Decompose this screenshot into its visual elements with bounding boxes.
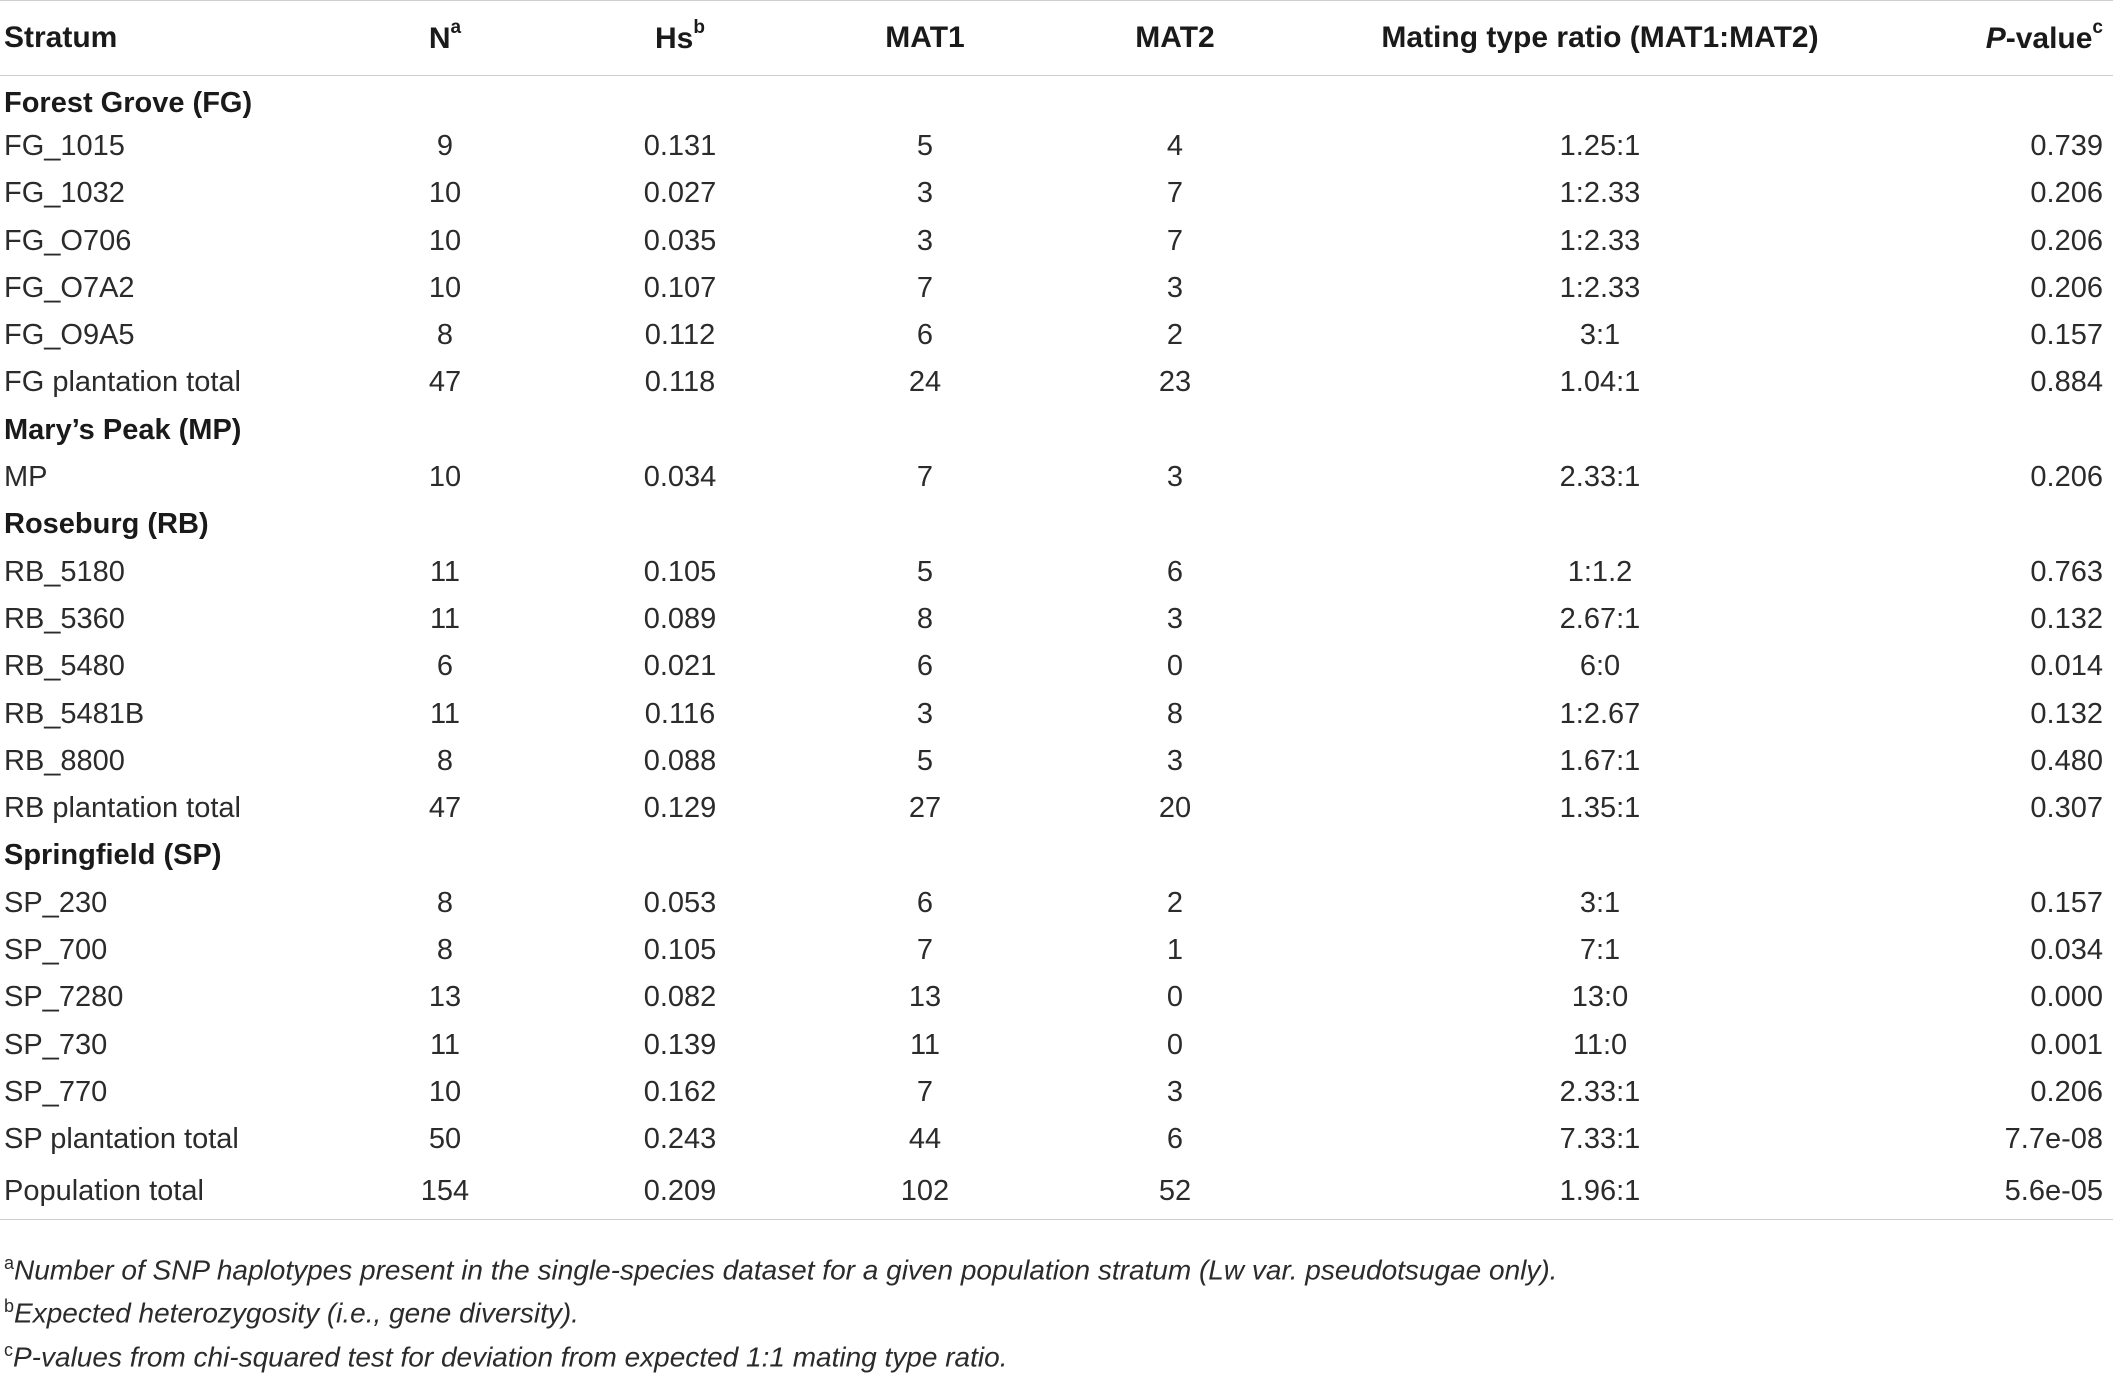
cell-ratio: 2.67:1 xyxy=(1559,602,1641,635)
cell-stratum: RB plantation total xyxy=(4,792,241,825)
cell-stratum: RB_8800 xyxy=(4,744,125,777)
cell-mat2: 8 xyxy=(1166,697,1184,730)
cell-stratum: RB_5360 xyxy=(4,602,125,635)
cell-p-value: 0.206 xyxy=(2030,224,2103,257)
table-header xyxy=(0,1,2113,76)
table-row xyxy=(0,359,2113,406)
cell-hs: 0.129 xyxy=(643,792,717,825)
cell-p-value: 0.763 xyxy=(2030,555,2103,588)
cell-n: 10 xyxy=(428,1075,462,1108)
cell-mat2: 2 xyxy=(1166,886,1184,919)
cell-n: 8 xyxy=(436,319,454,352)
table-row xyxy=(0,548,2113,595)
cell-n: 13 xyxy=(428,981,462,1014)
cell-ratio: 6:0 xyxy=(1579,650,1621,683)
footnote xyxy=(4,1288,1557,1331)
cell-mat1: 5 xyxy=(916,744,934,777)
cell-mat2: 2 xyxy=(1166,319,1184,352)
cell-hs: 0.243 xyxy=(643,1123,717,1156)
section-title: Springfield (SP) xyxy=(4,839,222,872)
cell-mat1: 6 xyxy=(916,319,934,352)
cell-hs: 0.162 xyxy=(643,1075,717,1108)
cell-ratio: 1:2.33 xyxy=(1559,271,1641,304)
header-p-value: P-value$^c$ xyxy=(1900,1,2113,76)
cell-stratum: SP_700 xyxy=(4,933,108,966)
cell-stratum: RB_5480 xyxy=(4,650,125,683)
cell-hs: 0.107 xyxy=(643,271,717,304)
table-row xyxy=(0,927,2113,974)
cell-ratio: 11:0 xyxy=(1572,1028,1628,1061)
cell-stratum: Population total xyxy=(0,1163,330,1219)
cell-p-value: 0.206 xyxy=(2030,177,2103,210)
section-title: Mary’s Peak (MP) xyxy=(4,413,242,446)
cell-hs: 0.027 xyxy=(643,177,717,210)
cell-stratum: FG_1015 xyxy=(4,129,125,162)
footnote-text: Expected heterozygosity (i.e., gene diversity). xyxy=(14,1297,579,1329)
footnotes xyxy=(4,1245,1557,1375)
cell-n: 9 xyxy=(436,129,454,162)
header-ratio: Mating type ratio (MAT1:MAT2) xyxy=(1300,1,1900,76)
cell-hs: 0.089 xyxy=(643,602,717,635)
cell-stratum: SP_7280 xyxy=(4,981,124,1014)
cell-n: 8 xyxy=(436,744,454,777)
cell-ratio: 3:1 xyxy=(1579,319,1621,352)
cell-p-value: 0.206 xyxy=(2030,271,2103,304)
cell-ratio: 1:2.33 xyxy=(1559,224,1641,257)
cell-mat1: 7 xyxy=(916,933,934,966)
header-row xyxy=(0,1,2113,76)
cell-hs: 0.088 xyxy=(643,744,717,777)
table-row xyxy=(0,312,2113,359)
cell-n: 50 xyxy=(428,1123,462,1156)
table-row xyxy=(0,454,2113,501)
cell-stratum: MP xyxy=(4,461,48,494)
cell-ratio: 1.25:1 xyxy=(1559,129,1641,162)
header-stratum: Stratum xyxy=(0,1,330,76)
cell-n: 11 xyxy=(429,555,461,588)
table-row xyxy=(0,217,2113,264)
header-n: $N^a$ xyxy=(330,1,560,76)
table-row xyxy=(0,880,2113,927)
footnote-text: P-values from chi-squared test for deviation from expected 1:1 mating type ratio. xyxy=(13,1340,1008,1372)
cell-hs: 0.209 xyxy=(560,1163,800,1219)
cell-mat1: 3 xyxy=(916,224,934,257)
cell-hs: 0.021 xyxy=(643,650,717,683)
cell-hs: 0.131 xyxy=(643,129,717,162)
cell-n: 154 xyxy=(330,1163,560,1219)
cell-stratum: SP_730 xyxy=(4,1028,108,1061)
table-row xyxy=(0,643,2113,690)
cell-mat2: 3 xyxy=(1166,271,1184,304)
cell-n: 11 xyxy=(429,602,461,635)
cell-mat1: 6 xyxy=(916,650,934,683)
cell-mat2: 6 xyxy=(1166,1123,1184,1156)
cell-mat1: 5 xyxy=(916,555,934,588)
table-row xyxy=(0,1163,2113,1219)
header-mat2: MAT2 xyxy=(1050,1,1300,76)
cell-mat1: 8 xyxy=(916,602,934,635)
cell-ratio: 1.04:1 xyxy=(1559,366,1641,399)
cell-ratio: 1:2.67 xyxy=(1559,697,1641,730)
cell-mat1: 7 xyxy=(916,271,934,304)
cell-mat1: 3 xyxy=(916,697,934,730)
cell-n: 11 xyxy=(429,697,461,730)
cell-mat2: 4 xyxy=(1166,129,1184,162)
section-title: Roseburg (RB) xyxy=(4,508,209,541)
section-header-row xyxy=(0,832,2113,879)
cell-mat1: 3 xyxy=(916,177,934,210)
cell-hs: 0.112 xyxy=(644,319,716,352)
cell-ratio: 1.67:1 xyxy=(1559,744,1641,777)
cell-p-value: 0.132 xyxy=(2030,697,2103,730)
cell-stratum: FG_O9A5 xyxy=(4,319,135,352)
cell-n: 10 xyxy=(428,271,462,304)
cell-mat1: 27 xyxy=(908,792,942,825)
cell-stratum: SP_230 xyxy=(4,886,108,919)
table-row xyxy=(0,265,2113,312)
header-hs: Hs$^b$ xyxy=(560,1,800,76)
table-body xyxy=(0,76,2113,1220)
table-row xyxy=(0,974,2113,1021)
section-header-row xyxy=(0,76,2113,123)
cell-p-value: 0.157 xyxy=(2030,319,2103,352)
footnote-mark: b xyxy=(4,1296,15,1317)
cell-mat2: 20 xyxy=(1158,792,1192,825)
cell-mat2: 3 xyxy=(1166,744,1184,777)
header-mat1: MAT1 xyxy=(800,1,1050,76)
cell-p-value: 0.001 xyxy=(2030,1028,2103,1061)
cell-n: 11 xyxy=(429,1028,461,1061)
cell-mat2: 6 xyxy=(1166,555,1184,588)
cell-mat1: 11 xyxy=(909,1028,941,1061)
cell-stratum: SP_770 xyxy=(4,1075,108,1108)
section-header-row xyxy=(0,501,2113,548)
cell-ratio: 3:1 xyxy=(1579,886,1621,919)
section-header-row xyxy=(0,407,2113,454)
table-row xyxy=(0,596,2113,643)
cell-mat2: 0 xyxy=(1166,981,1184,1014)
footnote-mark: c xyxy=(4,1339,13,1360)
cell-mat2: 3 xyxy=(1166,602,1184,635)
cell-hs: 0.118 xyxy=(644,366,716,399)
cell-mat1: 5 xyxy=(916,129,934,162)
cell-n: 10 xyxy=(428,461,462,494)
cell-n: 47 xyxy=(428,792,462,825)
cell-mat1: 7 xyxy=(916,461,934,494)
cell-hs: 0.105 xyxy=(643,933,717,966)
table-row xyxy=(0,785,2113,832)
cell-stratum: FG plantation total xyxy=(4,366,241,399)
cell-p-value: 0.034 xyxy=(2030,933,2103,966)
cell-ratio: 7.33:1 xyxy=(1559,1123,1641,1156)
cell-mat1: 102 xyxy=(800,1163,1050,1219)
table-row xyxy=(0,1116,2113,1163)
cell-p-value: 0.307 xyxy=(2030,792,2103,825)
cell-mat2: 7 xyxy=(1166,224,1184,257)
cell-hs: 0.082 xyxy=(643,981,717,1014)
cell-n: 8 xyxy=(436,933,454,966)
cell-n: 47 xyxy=(428,366,462,399)
cell-mat2: 7 xyxy=(1166,177,1184,210)
cell-mat2: 3 xyxy=(1166,1075,1184,1108)
cell-hs: 0.034 xyxy=(643,461,717,494)
cell-stratum: FG_O7A2 xyxy=(4,271,135,304)
cell-stratum: FG_O706 xyxy=(4,224,132,257)
cell-mat2: 0 xyxy=(1166,650,1184,683)
cell-mat2: 23 xyxy=(1158,366,1192,399)
cell-p-value: 0.206 xyxy=(2030,461,2103,494)
cell-hs: 0.139 xyxy=(643,1028,717,1061)
cell-mat1: 7 xyxy=(916,1075,934,1108)
cell-p-value: 0.739 xyxy=(2030,129,2103,162)
cell-n: 10 xyxy=(428,224,462,257)
cell-n: 8 xyxy=(436,886,454,919)
footnote-mark: a xyxy=(4,1253,15,1273)
cell-mat2: 0 xyxy=(1166,1028,1184,1061)
cell-hs: 0.053 xyxy=(643,886,717,919)
cell-hs: 0.116 xyxy=(644,697,716,730)
footnote xyxy=(4,1245,1557,1288)
table-row xyxy=(0,170,2113,217)
table-row xyxy=(0,738,2113,785)
cell-stratum: RB_5481B xyxy=(4,697,145,730)
cell-p-value: 0.884 xyxy=(2030,366,2103,399)
cell-n: 6 xyxy=(436,650,454,683)
table-row xyxy=(0,690,2113,737)
cell-p-value: 0.206 xyxy=(2030,1075,2103,1108)
cell-mat1: 13 xyxy=(908,981,942,1014)
cell-ratio: 1:2.33 xyxy=(1559,177,1641,210)
cell-p-value: 0.014 xyxy=(2030,650,2103,683)
cell-ratio: 1.96:1 xyxy=(1300,1163,1900,1219)
cell-ratio: 2.33:1 xyxy=(1559,1075,1641,1108)
cell-mat1: 24 xyxy=(908,366,942,399)
footnote xyxy=(4,1332,1557,1375)
section-title: Forest Grove (FG) xyxy=(4,86,253,119)
table-row xyxy=(0,123,2113,170)
cell-p-value: 5.6e-05 xyxy=(1900,1163,2113,1219)
cell-stratum: FG_1032 xyxy=(4,177,125,210)
cell-p-value: 0.480 xyxy=(2030,744,2103,777)
cell-ratio: 13:0 xyxy=(1571,981,1629,1014)
cell-mat2: 1 xyxy=(1166,933,1184,966)
cell-mat1: 44 xyxy=(908,1123,942,1156)
cell-ratio: 1:1.2 xyxy=(1567,555,1633,588)
cell-mat2: 3 xyxy=(1166,461,1184,494)
table-row xyxy=(0,1021,2113,1068)
cell-ratio: 1.35:1 xyxy=(1559,792,1641,825)
cell-mat1: 6 xyxy=(916,886,934,919)
cell-ratio: 2.33:1 xyxy=(1559,461,1641,494)
table-row xyxy=(0,1069,2113,1116)
cell-hs: 0.105 xyxy=(643,555,717,588)
cell-hs: 0.035 xyxy=(643,224,717,257)
cell-ratio: 7:1 xyxy=(1579,933,1621,966)
cell-stratum: RB_5180 xyxy=(4,555,125,588)
cell-p-value: 0.157 xyxy=(2030,886,2103,919)
cell-stratum: SP plantation total xyxy=(4,1123,239,1156)
footnote-text: Number of SNP haplotypes present in the single-species dataset for a given population stratum (Lw var. pseudotsugae only). xyxy=(14,1254,1558,1286)
cell-n: 10 xyxy=(428,177,462,210)
cell-mat2: 52 xyxy=(1050,1163,1300,1219)
cell-p-value: 0.132 xyxy=(2030,602,2103,635)
cell-p-value: 7.7e-08 xyxy=(2004,1123,2103,1156)
cell-p-value: 0.000 xyxy=(2030,981,2103,1014)
